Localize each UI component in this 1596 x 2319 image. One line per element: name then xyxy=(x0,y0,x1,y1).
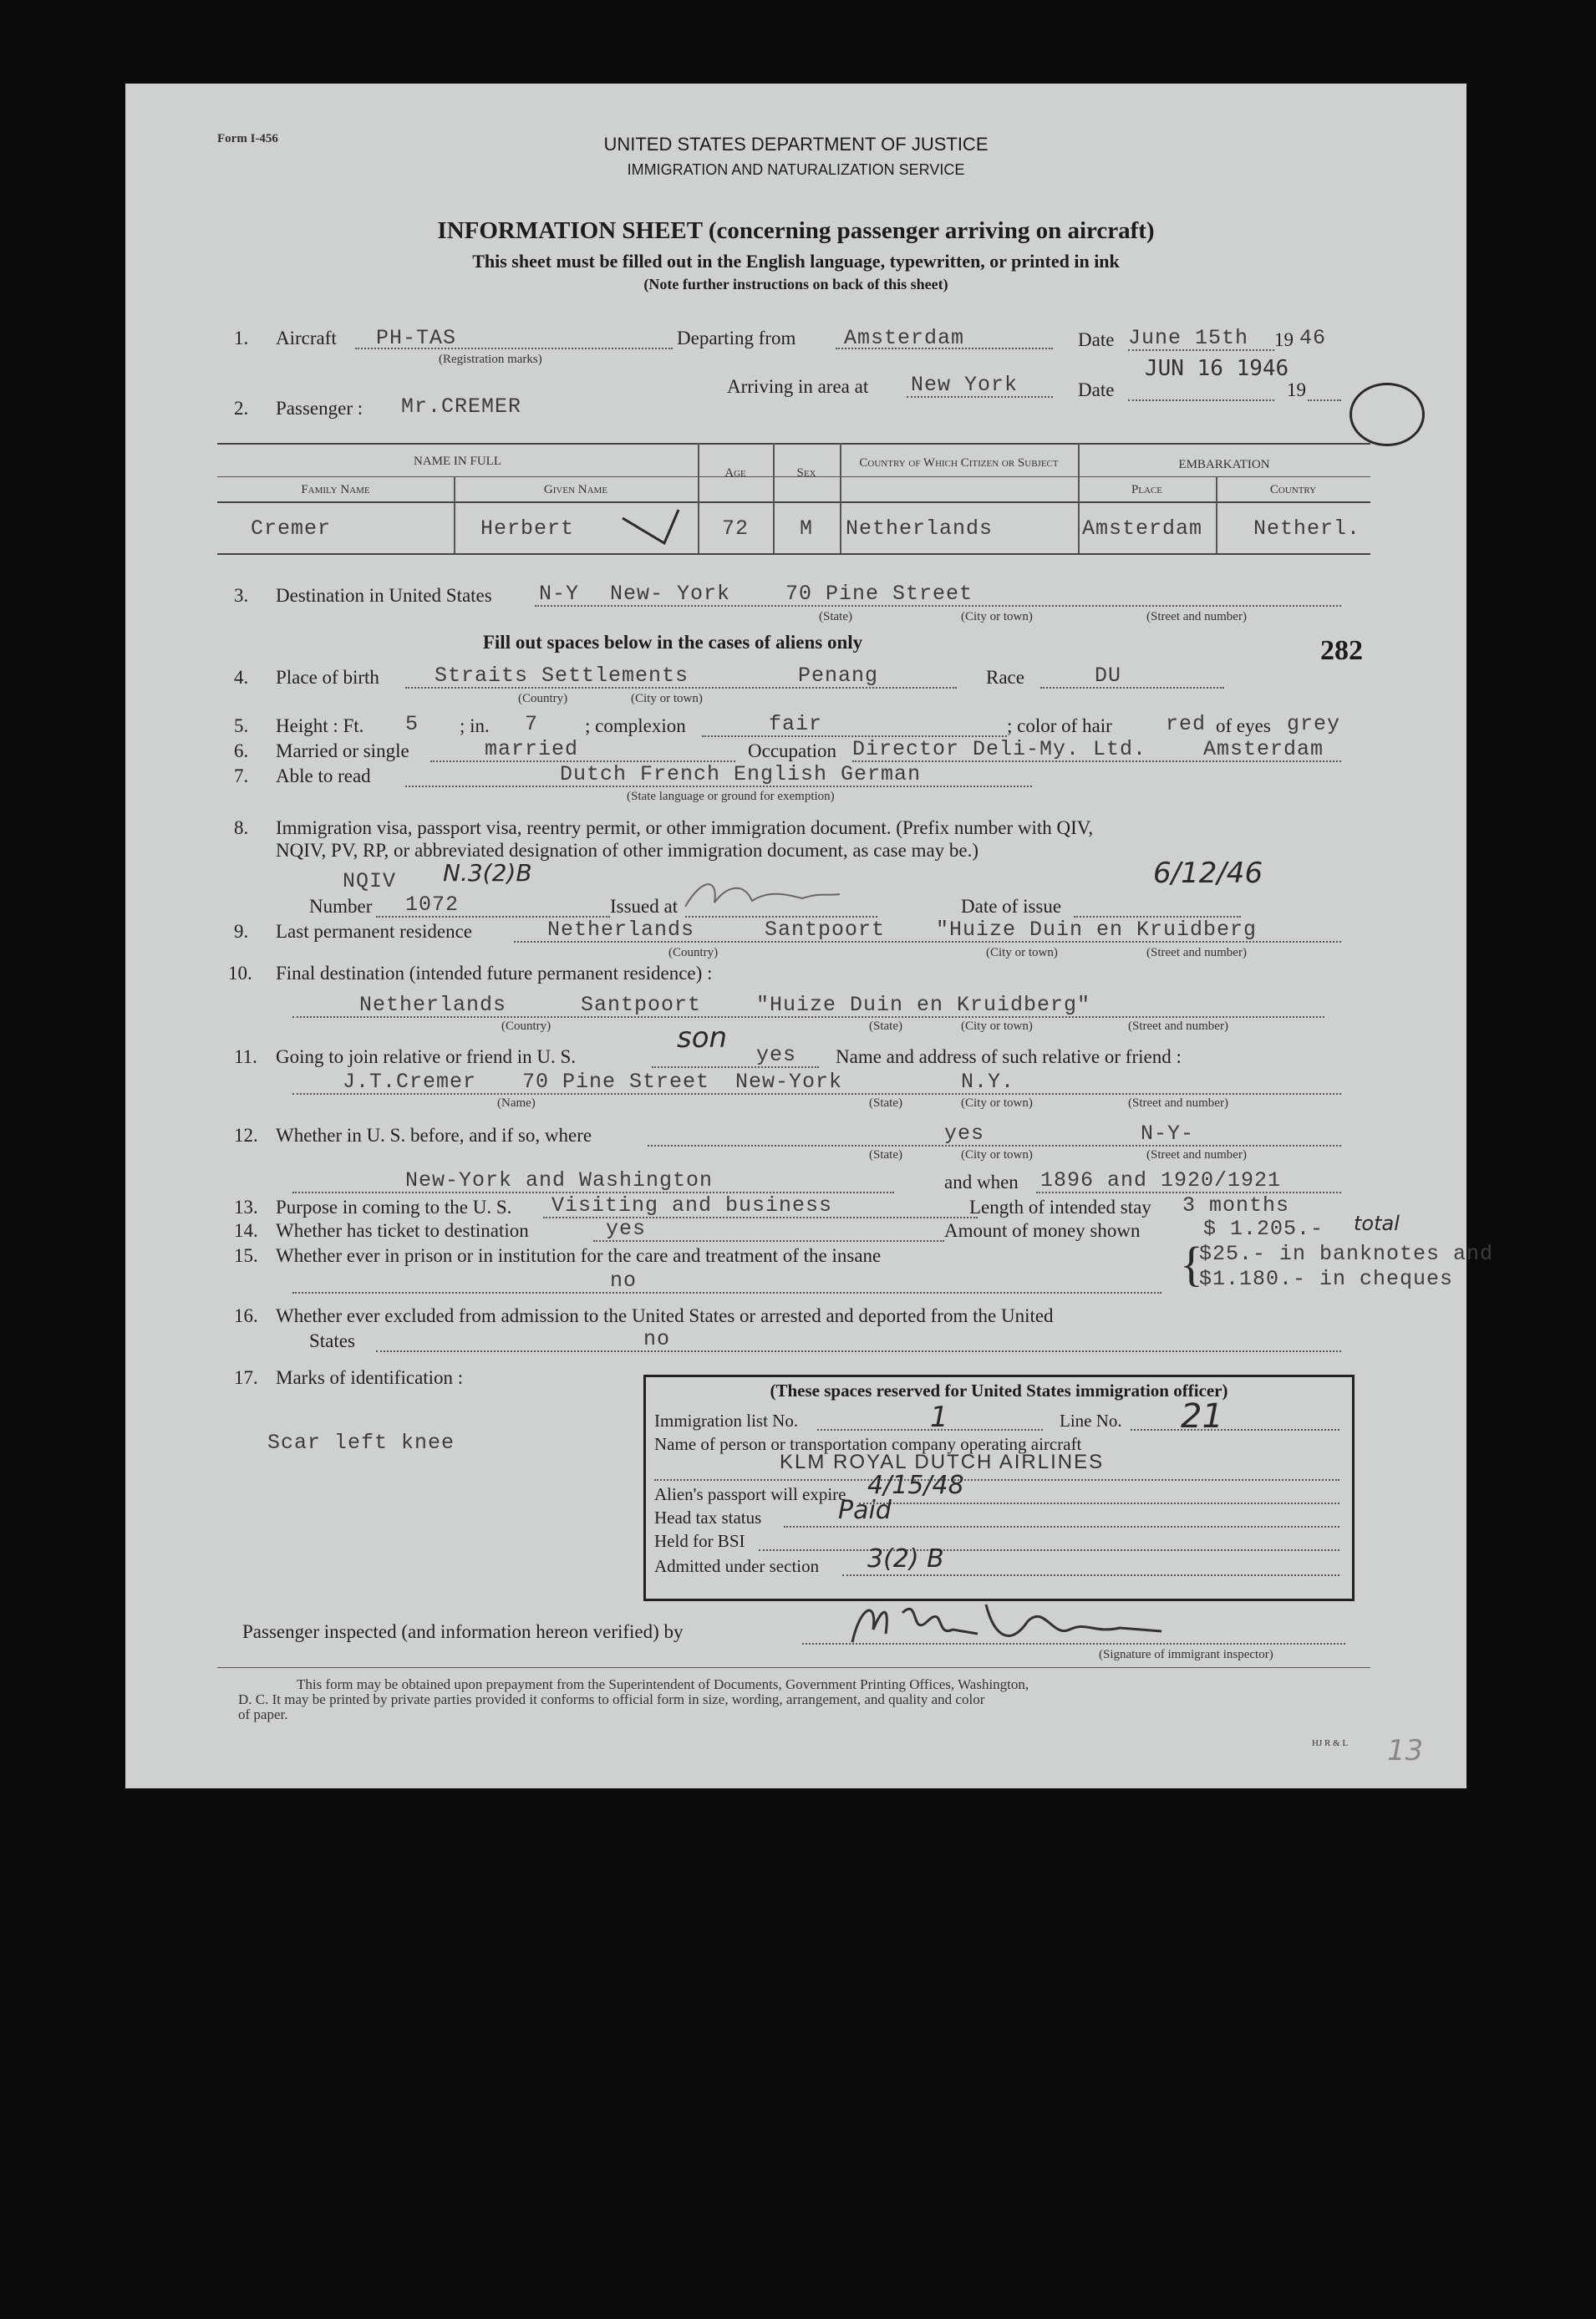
previous-visit-when: 1896 and 1920/1921 xyxy=(1040,1168,1282,1193)
previous-visit-state-sublabel: (State) xyxy=(869,1148,902,1162)
line1-number: 1. xyxy=(234,328,249,348)
relative-city-sublabel: (City or town) xyxy=(961,1096,1033,1110)
previous-visit-label: Whether in U. S. before, and if so, where xyxy=(276,1125,592,1146)
last-residence-city-sublabel: (City or town) xyxy=(986,946,1058,959)
issue-date-label: Date of issue xyxy=(961,896,1062,917)
destination-street: 70 Pine Street xyxy=(785,582,973,606)
line7-number: 7. xyxy=(234,765,249,786)
inches-label: ; in. xyxy=(460,715,490,736)
form-number: Form I-456 xyxy=(217,132,278,145)
line16-number: 16. xyxy=(234,1305,258,1326)
embarkation-header: EMBARKATION xyxy=(1178,458,1270,471)
line15-number: 15. xyxy=(234,1245,258,1266)
issued-at-scrawl xyxy=(677,869,844,919)
departing-label: Departing from xyxy=(677,328,796,348)
height-inches-value: 7 xyxy=(525,712,539,736)
document-text-1: Immigration visa, passport visa, reentry permit, or other immigration document. (Prefix number with QIV, xyxy=(276,817,1094,838)
footer-line-2: D. C. It may be printed by private parties provided it conforms to official form in size, wording, arrangement, and quality and color xyxy=(238,1691,985,1707)
line4-number: 4. xyxy=(234,667,249,688)
immigration-list-label: Immigration list No. xyxy=(654,1411,799,1431)
inspector-signature xyxy=(844,1588,1178,1655)
excluded-value: no xyxy=(643,1327,671,1351)
final-destination-city: Santpoort xyxy=(581,993,702,1017)
embark-place-header: Place xyxy=(1131,483,1163,496)
final-destination-city-sublabel: (City or town) xyxy=(961,1020,1033,1033)
relative-street-sublabel: (Street and number) xyxy=(1128,1096,1228,1110)
money-brace: { xyxy=(1180,1237,1203,1291)
hair-color-label: ; color of hair xyxy=(1007,715,1112,736)
complexion-value: fair xyxy=(769,712,823,736)
final-destination-street-sublabel: (Street and number) xyxy=(1128,1020,1228,1033)
departure-year-prefix: 19 xyxy=(1274,329,1294,350)
prison-label: Whether ever in prison or in institution for the care and treatment of the insane xyxy=(276,1245,882,1266)
stay-length-label: Length of intended stay xyxy=(969,1197,1151,1218)
sex-value: M xyxy=(799,516,813,541)
arrival-year-prefix: 19 xyxy=(1287,379,1306,400)
department-heading: UNITED STATES DEPARTMENT OF JUSTICE xyxy=(603,134,989,155)
excluded-text-2: States xyxy=(309,1330,355,1351)
height-feet-value: 5 xyxy=(405,712,419,736)
line-no-value: 21 xyxy=(1181,1397,1223,1436)
admitted-section-value: 3(2) B xyxy=(867,1544,944,1574)
destination-state-sublabel: (State) xyxy=(819,610,852,623)
ticket-label: Whether has ticket to destination xyxy=(276,1220,529,1241)
passenger-label: Passenger : xyxy=(276,398,363,419)
departing-value: Amsterdam xyxy=(844,326,965,350)
final-destination-state-sublabel: (State) xyxy=(869,1020,902,1033)
eye-color-value: grey xyxy=(1287,712,1341,736)
sex-header: Sex xyxy=(796,466,816,480)
previous-visit-city-sublabel: (City or town) xyxy=(961,1148,1033,1162)
footer-line-1: This form may be obtained upon prepayment from the Superintendent of Documents, Government Printing Offices, Washington, xyxy=(297,1676,1029,1692)
line14-number: 14. xyxy=(234,1220,258,1241)
embark-country-header: Country xyxy=(1269,483,1317,496)
officer-heading: (These spaces reserved for United States immigration officer) xyxy=(770,1381,1228,1401)
birth-country-value: Straits Settlements xyxy=(435,664,689,688)
form-title: INFORMATION SHEET (concerning passenger arriving on aircraft) xyxy=(437,217,1155,244)
final-destination-country: Netherlands xyxy=(359,993,507,1017)
destination-city: New- York xyxy=(610,582,731,606)
footer-line-3: of paper. xyxy=(238,1706,288,1722)
sheet-number: 282 xyxy=(1320,635,1363,666)
money-value: $ 1.205.- xyxy=(1203,1217,1324,1241)
languages-sublabel: (State language or ground for exemption) xyxy=(627,790,835,803)
line11-number: 11. xyxy=(234,1046,257,1067)
line-no-label: Line No. xyxy=(1060,1411,1122,1431)
relative-state-sublabel: (State) xyxy=(869,1096,902,1110)
read-label: Able to read xyxy=(276,765,371,786)
relative-state: N.Y. xyxy=(961,1070,1015,1094)
service-heading: IMMIGRATION AND NATURALIZATION SERVICE xyxy=(627,161,965,178)
passport-expire-value: 4/15/48 xyxy=(867,1471,964,1500)
arrival-date-label: Date xyxy=(1078,379,1115,400)
final-destination-country-sublabel: (Country) xyxy=(501,1020,551,1033)
identification-value: Scar left knee xyxy=(267,1431,455,1455)
relative-name-sublabel: (Name) xyxy=(497,1096,536,1110)
height-label: Height : Ft. xyxy=(276,715,364,736)
page-mark: 13 xyxy=(1387,1734,1424,1767)
admitted-section-label: Admitted under section xyxy=(654,1556,820,1576)
relative-name: J.T.Cremer xyxy=(343,1070,477,1094)
embark-country-value: Netherl. xyxy=(1253,516,1361,541)
prison-value: no xyxy=(610,1269,638,1293)
name-in-full-header: NAME IN FULL xyxy=(414,455,501,468)
identification-label: Marks of identification : xyxy=(276,1367,464,1388)
complexion-label: ; complexion xyxy=(585,715,686,736)
last-residence-label: Last permanent residence xyxy=(276,921,472,942)
occupation-label: Occupation xyxy=(748,740,837,761)
destination-street-sublabel: (Street and number) xyxy=(1146,610,1247,623)
document-text-2: NQIV, PV, RP, or abbreviated designation of other immigration document, as case may be.) xyxy=(276,840,979,861)
line12-number: 12. xyxy=(234,1125,258,1146)
line10-number: 10. xyxy=(228,963,252,984)
form-sheet xyxy=(125,84,1494,1788)
immigration-list-value: 1 xyxy=(930,1401,948,1434)
cheques-value: $1.180.- in cheques xyxy=(1199,1267,1454,1291)
marital-value: married xyxy=(485,737,579,761)
money-label: Amount of money shown xyxy=(944,1220,1141,1241)
held-bsi-label: Held for BSI xyxy=(654,1531,745,1551)
join-relative-value: yes xyxy=(756,1043,797,1067)
previous-visit-state: N-Y- xyxy=(1141,1121,1195,1146)
previous-visit-when-label: and when xyxy=(944,1172,1019,1193)
age-value: 72 xyxy=(721,516,749,541)
citizen-country-value: Netherlands xyxy=(846,516,994,541)
relative-name-address-label: Name and address of such relative or friend : xyxy=(836,1046,1182,1067)
company-value: KLM ROYAL DUTCH AIRLINES xyxy=(780,1451,1105,1473)
line3-number: 3. xyxy=(234,585,249,606)
relative-city: New-York xyxy=(735,1070,843,1094)
head-tax-value: Paid xyxy=(838,1496,892,1525)
relative-handwritten: son xyxy=(677,1021,728,1055)
ticket-value: yes xyxy=(606,1217,647,1241)
check-mark xyxy=(618,501,685,552)
officer-box xyxy=(643,1375,1355,1601)
printer-mark: HJ R & L xyxy=(1312,1738,1349,1748)
family-name-header: Family Name xyxy=(301,483,370,496)
line5-number: 5. xyxy=(234,715,249,736)
join-relative-label: Going to join relative or friend in U. S. xyxy=(276,1046,576,1067)
purpose-label: Purpose in coming to the U. S. xyxy=(276,1197,512,1218)
line2-number: 2. xyxy=(234,398,249,419)
given-name-header: Given Name xyxy=(543,483,608,496)
eye-color-label: of eyes xyxy=(1216,715,1271,736)
hair-color-value: red xyxy=(1166,712,1207,736)
issue-date-handwritten: 6/12/46 xyxy=(1153,857,1263,890)
form-note: (Note further instructions on back of this sheet) xyxy=(643,276,948,292)
banknotes-value: $25.- in banknotes and xyxy=(1199,1242,1494,1266)
circle-mark xyxy=(1349,383,1425,446)
destination-city-sublabel: (City or town) xyxy=(961,610,1033,623)
departure-year-value: 46 xyxy=(1299,326,1327,350)
birth-city-value: Penang xyxy=(798,664,879,688)
marital-label: Married or single xyxy=(276,740,409,761)
money-total-note: total xyxy=(1354,1212,1400,1235)
aircraft-value: PH-TAS xyxy=(376,326,457,350)
registration-sublabel: (Registration marks) xyxy=(439,353,542,366)
arriving-value: New York xyxy=(911,373,1019,397)
document-number-value: 1072 xyxy=(405,893,460,917)
line8-number: 8. xyxy=(234,817,249,838)
relative-street: 70 Pine Street xyxy=(522,1070,710,1094)
section-note-handwritten: N.3(2)B xyxy=(443,859,532,887)
race-label: Race xyxy=(986,667,1024,688)
arrival-date-stamp: JUN 16 1946 xyxy=(1145,356,1289,381)
stay-length-value: 3 months xyxy=(1182,1193,1290,1218)
company-label: Name of person or transportation company operating aircraft xyxy=(654,1434,1082,1454)
languages-value: Dutch French English German xyxy=(560,762,922,786)
purpose-value: Visiting and business xyxy=(551,1193,833,1218)
final-destination-street: "Huize Duin en Kruidberg" xyxy=(756,993,1091,1017)
departure-date-label: Date xyxy=(1078,329,1115,350)
last-residence-street: "Huize Duin en Kruidberg xyxy=(936,918,1258,942)
document-number-label: Number xyxy=(309,896,373,917)
destination-state: N-Y xyxy=(539,582,580,606)
country-citizen-header: Country of Which Citizen or Subject xyxy=(859,456,1059,470)
previous-visit-where: New-York and Washington xyxy=(405,1168,714,1193)
previous-visit-value: yes xyxy=(944,1121,985,1146)
last-residence-country: Netherlands xyxy=(547,918,695,942)
given-name-value: Herbert xyxy=(480,516,575,541)
birth-country-sublabel: (Country) xyxy=(518,692,568,705)
race-value: DU xyxy=(1095,664,1122,688)
last-residence-country-sublabel: (Country) xyxy=(668,946,719,959)
passport-expire-label: Alien's passport will expire xyxy=(654,1484,846,1504)
birth-city-sublabel: (City or town) xyxy=(631,692,703,705)
occupation-value: Director Deli-My. Ltd. xyxy=(852,737,1147,761)
issued-at-label: Issued at xyxy=(610,896,679,917)
occupation-place-value: Amsterdam xyxy=(1203,737,1324,761)
head-tax-label: Head tax status xyxy=(654,1508,762,1528)
arriving-label: Arriving in area at xyxy=(727,376,869,397)
inspector-sublabel: (Signature of immigrant inspector) xyxy=(1099,1648,1273,1661)
excluded-text-1: Whether ever excluded from admission to the United States or arrested and deported from the United xyxy=(276,1305,1054,1326)
line17-number: 17. xyxy=(234,1367,258,1388)
birthplace-label: Place of birth xyxy=(276,667,379,688)
line6-number: 6. xyxy=(234,740,249,761)
last-residence-city: Santpoort xyxy=(765,918,886,942)
inspected-label: Passenger inspected (and information hereon verified) by xyxy=(242,1621,684,1642)
destination-label: Destination in United States xyxy=(276,585,492,606)
line9-number: 9. xyxy=(234,921,249,942)
aircraft-label: Aircraft xyxy=(276,328,337,348)
passenger-value: Mr.CREMER xyxy=(401,394,522,419)
aliens-heading: Fill out spaces below in the cases of aliens only xyxy=(482,632,863,653)
last-residence-street-sublabel: (Street and number) xyxy=(1146,946,1247,959)
line13-number: 13. xyxy=(234,1197,258,1218)
previous-visit-street-sublabel: (Street and number) xyxy=(1146,1148,1247,1162)
embark-place-value: Amsterdam xyxy=(1082,516,1203,541)
departure-date-value: June 15th xyxy=(1128,326,1249,350)
final-destination-label: Final destination (intended future permanent residence) : xyxy=(276,963,713,984)
document-type: NQIV xyxy=(343,869,397,893)
form-instruction: This sheet must be filled out in the English language, typewritten, or printed in ink xyxy=(472,251,1120,272)
age-header: Age xyxy=(724,466,746,480)
family-name-value: Cremer xyxy=(251,516,332,541)
